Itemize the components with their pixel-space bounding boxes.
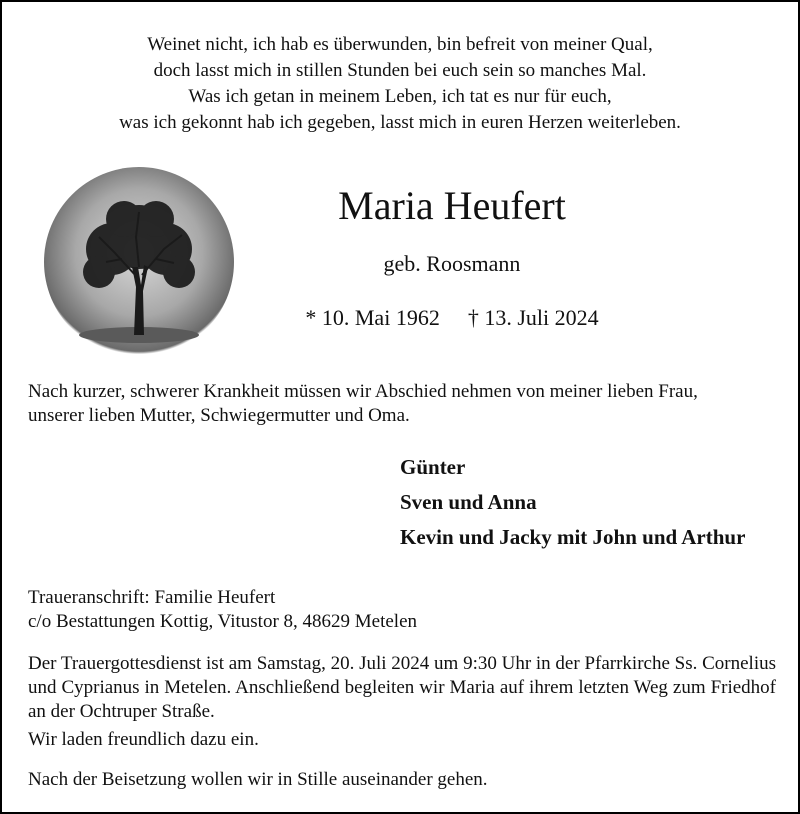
tree-icon — [44, 167, 234, 357]
invitation: Wir laden freundlich dazu ein. — [28, 729, 259, 750]
family-member: Sven und Anna — [400, 490, 537, 514]
burial-note: Nach der Beisetzung wollen wir in Stille auseinander gehen. — [28, 769, 488, 790]
life-dates — [242, 304, 662, 332]
family-member: Kevin und Jacky mit John und Arthur — [400, 525, 746, 549]
birth-date: * 10. Mai 1962 — [305, 305, 440, 330]
intro-text — [28, 380, 788, 428]
address-line: Traueranschrift: Familie Heufert — [28, 587, 276, 608]
intro-line: unserer lieben Mutter, Schwiegermutter und Oma. — [28, 405, 410, 426]
poem-line: Weinet nicht, ich hab es überwunden, bin befreit von meiner Qual, — [147, 34, 653, 55]
poem-line: doch lasst mich in stillen Stunden bei euch sein so manches Mal. — [153, 60, 647, 81]
poem — [22, 32, 778, 136]
service-info: Der Trauergottesdienst ist am Samstag, 20. Juli 2024 um 9:30 Uhr in der Pfarrkirche Ss. Cornelius und Cyprianus in Metelen. Anschließend begleiten wir Maria auf ihrem letzten Weg zum Friedhof an der Ochtruper Straße. — [28, 653, 776, 722]
mourning-address — [28, 586, 768, 634]
intro-line: Nach kurzer, schwerer Krankheit müssen wir Abschied nehmen von meiner lieben Frau, — [28, 381, 698, 402]
family-list — [400, 450, 790, 555]
memorial-photo — [44, 167, 234, 357]
maiden-name: geb. Roosmann — [383, 251, 521, 276]
address-line: c/o Bestattungen Kottig, Vitustor 8, 48629 Metelen — [28, 611, 418, 632]
poem-line: was ich gekonnt hab ich gegeben, lasst mich in euren Herzen weiterleben. — [119, 112, 681, 133]
family-member: Günter — [400, 455, 466, 479]
death-date: † 13. Juli 2024 — [467, 305, 599, 330]
deceased-name: Maria Heufert — [338, 183, 566, 228]
poem-line: Was ich getan in meinem Leben, ich tat es nur für euch, — [188, 86, 612, 107]
